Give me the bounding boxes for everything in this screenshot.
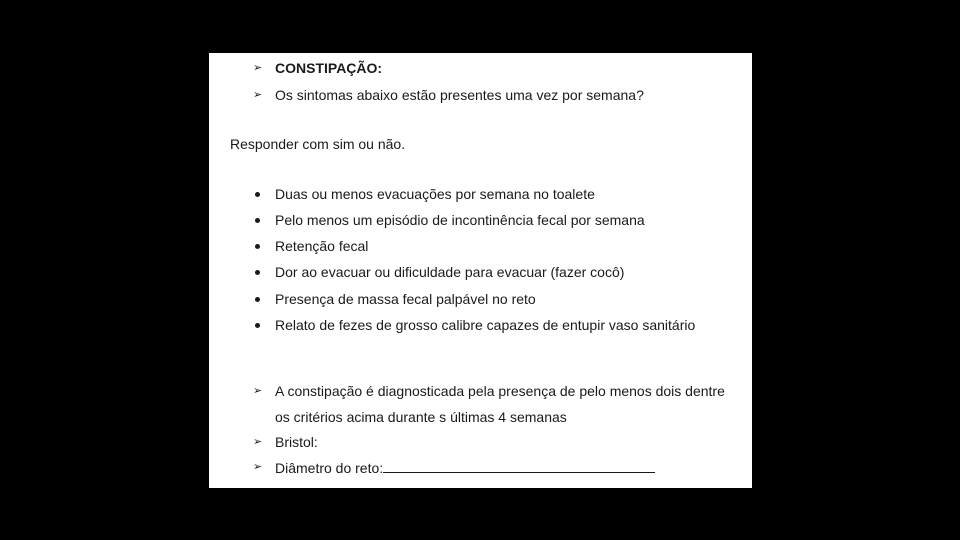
arrow-bullet-icon: ➢ xyxy=(253,89,263,101)
diagnosis-criteria-continued: os critérios acima durante s últimas 4 semanas xyxy=(275,409,567,425)
bullet-dot-icon xyxy=(255,244,260,249)
rectal-diameter-field xyxy=(275,458,655,477)
arrow-bullet-icon: ➢ xyxy=(253,385,263,397)
section-title: CONSTIPAÇÃO: xyxy=(275,60,383,76)
arrow-bullet-icon: ➢ xyxy=(253,62,263,74)
rectal-diameter-label: Diâmetro do reto: xyxy=(275,460,384,476)
bullet-dot-icon xyxy=(255,323,260,328)
bristol-label: Bristol: xyxy=(275,434,318,450)
diagnosis-criteria: A constipação é diagnosticada pela presença de pelo menos dois dentre xyxy=(275,383,725,399)
bullet-dot-icon xyxy=(255,218,260,223)
list-item: Relato de fezes de grosso calibre capazes de entupir vaso sanitário xyxy=(275,317,696,333)
list-item: Presença de massa fecal palpável no reto xyxy=(275,291,536,307)
document-page xyxy=(209,53,752,488)
blank-answer-line xyxy=(383,458,655,473)
bullet-dot-icon xyxy=(255,297,260,302)
arrow-bullet-icon: ➢ xyxy=(253,436,263,448)
arrow-bullet-icon: ➢ xyxy=(253,461,263,473)
list-item: Dor ao evacuar ou dificuldade para evacuar (fazer cocô) xyxy=(275,264,625,280)
instruction-text: Responder com sim ou não. xyxy=(230,136,406,152)
screening-question: Os sintomas abaixo estão presentes uma vez por semana? xyxy=(275,87,644,103)
list-item: Duas ou menos evacuações por semana no toalete xyxy=(275,186,595,202)
list-item: Retenção fecal xyxy=(275,238,369,254)
bullet-dot-icon xyxy=(255,270,260,275)
list-item: Pelo menos um episódio de incontinência fecal por semana xyxy=(275,212,645,228)
bullet-dot-icon xyxy=(255,192,260,197)
